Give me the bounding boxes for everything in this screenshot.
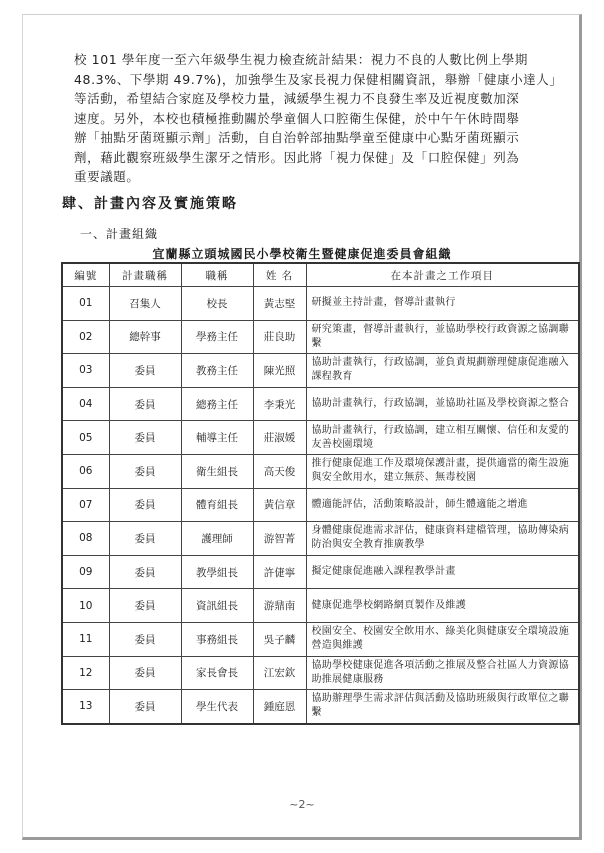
row-role: 委員 <box>109 421 181 455</box>
table-title: 宜蘭縣立頭城國民小學校衛生暨健康促進委員會組織 <box>152 247 452 261</box>
row-duty: 體適能評估，活動策略設計，師生體適能之增進 <box>306 488 579 522</box>
row-role: 委員 <box>109 488 181 522</box>
intro-line: 劑，藉此觀察班級學生潔牙之情形。因此將「視力保健」及「口腔保健」列為 <box>74 149 520 165</box>
intro-paragraph <box>74 50 563 187</box>
row-role: 召集人 <box>109 287 181 321</box>
row-name: 黃志堅 <box>253 287 306 321</box>
row-number: 02 <box>62 320 109 354</box>
row-title: 輔導主任 <box>181 421 253 455</box>
row-duty: 協助計畫執行，行政協調，建立相互關懷、信任和友愛的友善校園環境 <box>306 421 579 455</box>
row-number: 04 <box>62 387 109 421</box>
row-role: 委員 <box>109 690 181 724</box>
header-duty: 在本計畫之工作項目 <box>306 263 579 287</box>
sub-heading: 一、計畫組織 <box>80 227 159 241</box>
row-title: 學務主任 <box>181 320 253 354</box>
row-duty: 研擬並主持計畫，督導計畫執行 <box>306 287 579 321</box>
row-name: 江宏欽 <box>253 656 306 690</box>
row-number: 05 <box>62 421 109 455</box>
header-no: 編號 <box>62 263 109 287</box>
row-duty: 研究策畫，督導計畫執行，並協助學校行政資源之協調聯繫 <box>306 320 579 354</box>
row-duty: 協助辦理學生需求評估與活動及協助班級與行政單位之聯繫 <box>306 690 579 724</box>
row-duty: 協助計畫執行，行政協調，並負責規劃辦理健康促進融入課程教育 <box>306 354 579 388</box>
row-duty: 推行健康促進工作及環境保護計畫，提供適當的衛生設施與安全飲用水，建立無菸、無毒校園 <box>306 454 579 488</box>
row-role: 委員 <box>109 522 181 556</box>
row-title: 體育組長 <box>181 488 253 522</box>
table-row <box>62 454 579 488</box>
row-name: 莊淑媛 <box>253 421 306 455</box>
table-row <box>62 555 579 589</box>
table-row <box>62 589 579 623</box>
row-title: 護理師 <box>181 522 253 556</box>
row-role: 總幹事 <box>109 320 181 354</box>
row-title: 總務主任 <box>181 387 253 421</box>
intro-line: 辦「抽點牙菌斑顯示劑」活動，自自治幹部抽點學童至健康中心點牙菌斑顯示 <box>74 130 520 145</box>
row-duty: 健康促進學校網路網頁製作及維護 <box>306 589 579 623</box>
table-header-row <box>62 263 579 287</box>
row-name: 鍾庭恩 <box>253 690 306 724</box>
row-number: 12 <box>62 656 109 690</box>
row-role: 委員 <box>109 454 181 488</box>
page-number: ~2~ <box>289 798 315 811</box>
table-row <box>62 354 579 388</box>
row-duty: 協助計畫執行，行政協調，並協助社區及學校資源之整合 <box>306 387 579 421</box>
row-name: 李秉光 <box>253 387 306 421</box>
row-duty: 協助學校健康促進各項活動之推展及整合社區人力資源協助推展健康服務 <box>306 656 579 690</box>
row-number: 09 <box>62 555 109 589</box>
table-row <box>62 522 579 556</box>
row-number: 11 <box>62 622 109 656</box>
row-title: 教務主任 <box>181 354 253 388</box>
header-role: 計畫職稱 <box>109 263 181 287</box>
row-name: 吳子麟 <box>253 622 306 656</box>
row-number: 07 <box>62 488 109 522</box>
section-heading: 肆、計畫內容及實施策略 <box>62 196 238 212</box>
table-row <box>62 421 579 455</box>
row-number: 10 <box>62 589 109 623</box>
row-name: 黃信章 <box>253 488 306 522</box>
row-name: 高天俊 <box>253 454 306 488</box>
row-name: 許倢寧 <box>253 555 306 589</box>
row-name: 游鼎南 <box>253 589 306 623</box>
row-title: 資訊組長 <box>181 589 253 623</box>
row-duty: 擬定健康促進融入課程教學計畫 <box>306 555 579 589</box>
intro-line: 校 101 學年度一至六年級學生視力檢查統計結果：視力不良的人數比例上學期 <box>74 52 529 67</box>
row-name: 陳光照 <box>253 354 306 388</box>
committee-table <box>61 262 580 725</box>
row-title: 校長 <box>181 287 253 321</box>
intro-line: 等活動，希望結合家庭及學校力量，減緩學生視力不良發生率及近視度數加深 <box>74 91 520 106</box>
header-title: 職稱 <box>181 263 253 287</box>
row-name: 莊良助 <box>253 320 306 354</box>
table-row <box>62 287 579 321</box>
row-role: 委員 <box>109 589 181 623</box>
row-role: 委員 <box>109 555 181 589</box>
table-row <box>62 690 579 724</box>
row-role: 委員 <box>109 387 181 421</box>
table-row <box>62 656 579 690</box>
row-title: 教學組長 <box>181 555 253 589</box>
row-title: 學生代表 <box>181 690 253 724</box>
row-role: 委員 <box>109 354 181 388</box>
row-number: 13 <box>62 690 109 724</box>
row-number: 08 <box>62 522 109 556</box>
row-title: 衛生組長 <box>181 454 253 488</box>
row-number: 03 <box>62 354 109 388</box>
row-name: 游智菁 <box>253 522 306 556</box>
table-row <box>62 622 579 656</box>
intro-line: 48.3%、下學期 49.7%)，加強學生及家長視力保健相關資訊，舉辦「健康小達人」 <box>74 71 563 87</box>
row-role: 委員 <box>109 622 181 656</box>
row-role: 委員 <box>109 656 181 690</box>
row-number: 06 <box>62 454 109 488</box>
row-title: 事務組長 <box>181 622 253 656</box>
row-title: 家長會長 <box>181 656 253 690</box>
table-row <box>62 488 579 522</box>
table-row <box>62 320 579 354</box>
header-name: 姓 名 <box>253 263 306 287</box>
row-duty: 身體健康促進需求評估，健康資料建檔管理，協助傳染病防治與安全教育推廣教學 <box>306 522 579 556</box>
row-duty: 校園安全、校園安全飲用水、綠美化與健康安全環境設施營造與維護 <box>306 622 579 656</box>
table-row <box>62 387 579 421</box>
intro-line: 速度。另外，本校也積極推動關於學童個人口腔衛生保健，於中午午休時間舉 <box>74 110 520 126</box>
intro-line: 重要議題。 <box>74 169 140 184</box>
row-number: 01 <box>62 287 109 321</box>
